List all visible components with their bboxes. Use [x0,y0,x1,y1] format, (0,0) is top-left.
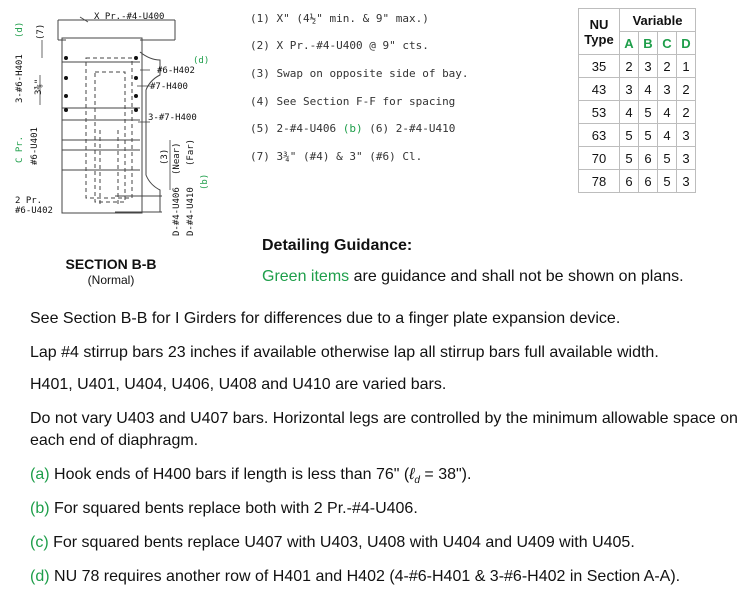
paragraph-1: See Section B-B for I Girders for differences due to a finger plate expansion device. [30,310,621,327]
note-number: (2) [250,39,270,52]
value-cell: 4 [658,124,677,147]
value-cell: 2 [677,78,696,101]
table-row [579,147,696,170]
note-number: (4) [250,95,270,108]
note-number: (3) [250,67,270,80]
note-4 [250,95,455,108]
col-a-header: A [620,32,639,55]
label-x-pr: X Pr.-#4-U400 [94,12,165,22]
label-b: (b) [200,173,210,190]
nu-cell: 78 [579,170,620,193]
col-b-header: B [639,32,658,55]
note-number: (6) [369,122,390,135]
paragraph-3: H401, U401, U404, U406, U408 and U410 are varied bars. [30,376,447,393]
note-d-text: NU 78 requires another row of H401 and H402 (4-#6-H401 & 3-#6-H402 in Section A-A). [49,568,681,585]
nu-variable-table [578,8,696,193]
table-row [579,124,696,147]
value-cell: 5 [639,124,658,147]
label-h400-3: 3-#7-H400 [148,113,197,123]
note-c [30,532,740,554]
guidance-title: Detailing Guidance: [262,237,413,254]
value-cell: 3 [620,78,639,101]
note-1 [250,12,429,25]
table-row [579,55,696,78]
label-d-left: (d) [15,21,25,38]
nu-cell: 70 [579,147,620,170]
nu-cell: 43 [579,78,620,101]
note-a-text-end: = 38"). [419,466,472,483]
note-2 [250,39,429,52]
value-cell: 6 [639,170,658,193]
value-cell: 5 [639,101,658,124]
value-cell: 5 [620,124,639,147]
value-cell: 6 [639,147,658,170]
label-far: (Far) [186,138,196,166]
note-b-tag: (b) [30,500,50,517]
note-7 [250,150,422,163]
note-number: (7) [250,150,270,163]
label-three: (3) [160,148,170,165]
note-c-tag: (c) [30,534,49,551]
label-h402: #6-H402 [157,66,195,76]
label-seven: (7) [36,23,46,40]
note-a-subscript: d [414,475,420,487]
col-d-header: D [677,32,696,55]
nu-cell: 63 [579,124,620,147]
value-cell: 4 [658,101,677,124]
note-tag: (b) [342,122,363,135]
note-a-tag: (a) [30,466,50,483]
variable-header: Variable [620,9,696,32]
note-text: 3¾" (#4) & 3" (#6) Cl. [276,150,423,163]
note-3 [250,67,469,80]
label-d-u410: D-#4-U410 [186,187,196,236]
value-cell: 2 [620,55,639,78]
nu-header: NU [589,16,609,32]
value-cell: 5 [658,170,677,193]
value-cell: 3 [677,147,696,170]
label-near: (Near) [172,142,182,175]
label-c-pr: C Pr. [15,135,25,163]
value-cell: 3 [677,170,696,193]
note-number: (5) [250,122,270,135]
nu-type-header [579,9,620,55]
note-text: X" (4½" min. & 9" max.) [276,12,429,25]
value-cell: 3 [658,78,677,101]
type-header: Type [584,31,614,47]
guidance-green-part: Green items [262,268,350,285]
value-cell: 5 [620,147,639,170]
value-cell: 4 [620,101,639,124]
note-c-text: For squared bents replace U407 with U403, U408 with U404 and U409 with U405. [48,534,635,551]
note-text: 2-#4-U406 [276,122,337,135]
note-a [30,464,740,492]
value-cell: 2 [677,101,696,124]
value-cell: 5 [658,147,677,170]
note-5-6 [250,122,455,135]
section-title: SECTION B-B [65,256,157,272]
table-row [579,170,696,193]
nu-cell: 53 [579,101,620,124]
nu-cell: 35 [579,55,620,78]
note-text: 2-#4-U410 [395,122,456,135]
note-d [30,566,740,588]
label-h401-3: 3-#6-H401 [15,54,25,103]
table-row [579,101,696,124]
col-c-header: C [658,32,677,55]
note-text: Swap on opposite side of bay. [276,67,469,80]
guidance-text [262,268,684,286]
value-cell: 3 [677,124,696,147]
note-text: See Section F-F for spacing [276,95,456,108]
table-row [579,78,696,101]
label-h400-7: #7-H400 [150,82,188,92]
note-a-text: Hook ends of H400 bars if length is less than 76" ( [49,466,410,483]
note-b [30,498,740,520]
section-subtitle: (Normal) [87,273,135,287]
label-d-top: (d) [193,56,210,66]
label-u402: #6-U402 [15,206,53,216]
note-b-text: For squared bents replace both with 2 Pr.-#4-U406. [49,500,418,517]
note-a-symbol: ℓ [409,466,415,483]
value-cell: 3 [639,55,658,78]
value-cell: 4 [639,78,658,101]
note-number: (1) [250,12,270,25]
paragraph-4: Do not vary U403 and U407 bars. Horizontal legs are controlled by the minimum allowable space on each end of diaphragm. [30,410,738,449]
value-cell: 6 [620,170,639,193]
note-text: X Pr.-#4-U400 @ 9" cts. [276,39,429,52]
label-two-pr: 2 Pr. [15,196,43,206]
paragraph-2: Lap #4 stirrup bars 23 inches if available otherwise lap all stirrup bars full available width. [30,344,659,361]
label-d-u406: D-#4-U406 [172,187,182,236]
value-cell: 2 [658,55,677,78]
note-d-tag: (d) [30,568,50,585]
label-dim-3-38: 3⅜" [34,78,44,95]
label-u401: #6-U401 [30,127,40,165]
section-bb-drawing [0,0,240,250]
guidance-rest: are guidance and shall not be shown on plans. [349,268,684,285]
value-cell: 1 [677,55,696,78]
